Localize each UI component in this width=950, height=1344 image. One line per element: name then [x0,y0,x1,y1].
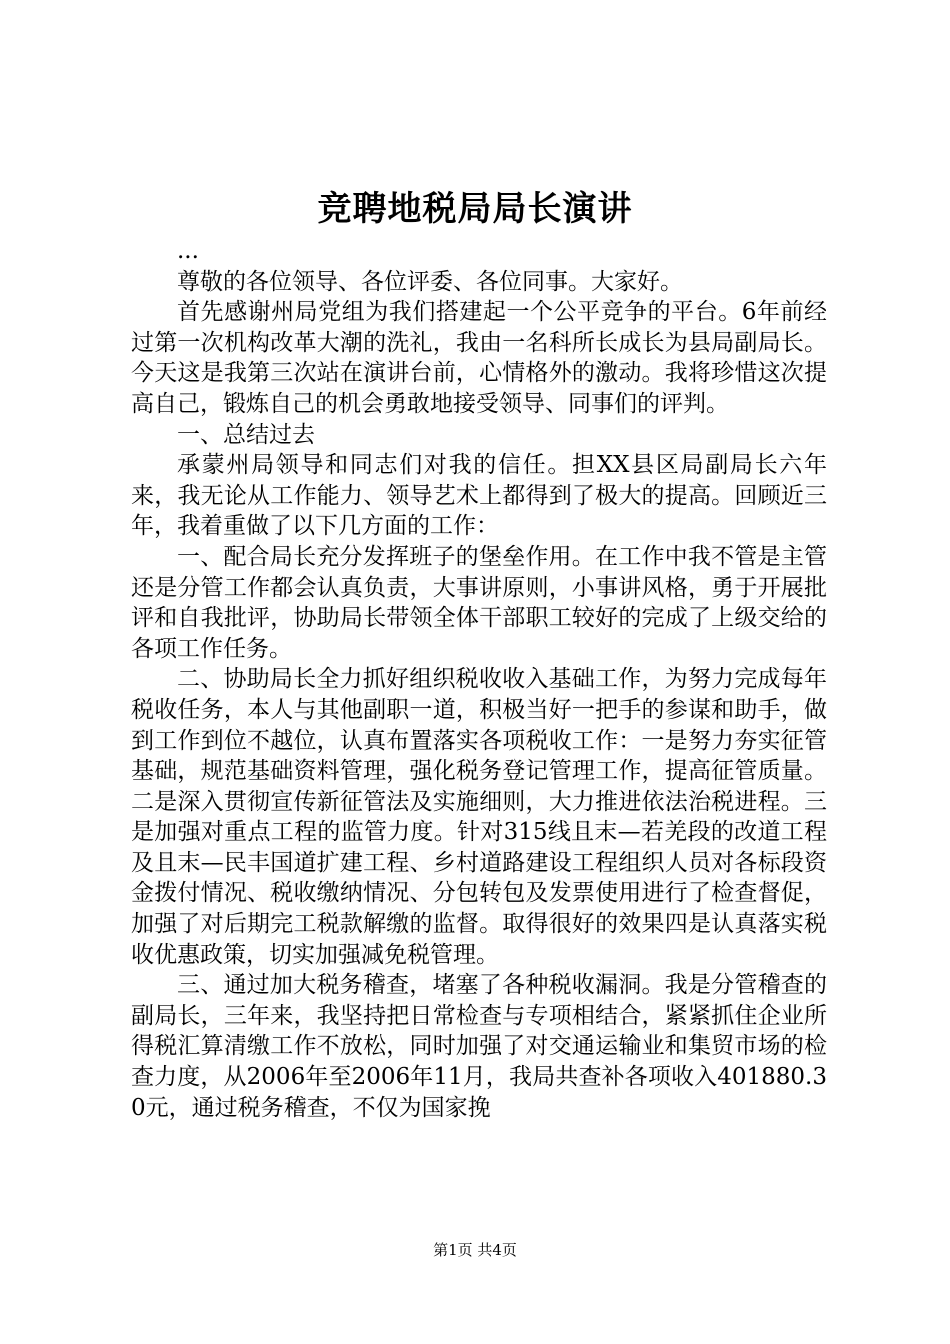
paragraph-item-1: 一、配合局长充分发挥班子的堡垒作用。在工作中我不管是主管还是分管工作都会认真负责，大事讲原则，小事讲风格，勇于开展批评和自我批评，协助局长带领全体干部职工较好的完成了上级交给的各项工作任务。 [131,543,827,662]
document-body [131,236,827,1123]
paragraph-ellipsis: ... [177,238,199,264]
paragraph-intro: 首先感谢州局党组为我们搭建起一个公平竞争的平台。6年前经过第一次机构改革大潮的洗礼，我由一名科所长成长为县局副局长。今天这是我第三次站在演讲台前，心情格外的激动。我将珍惜这次提高自己，锻炼自己的机会勇敢地接受领导、同事们的评判。 [131,299,827,417]
paragraph-greeting: 尊敬的各位领导、各位评委、各位同事。大家好。 [177,268,683,295]
document-title: 竞聘地税局局长演讲 [317,189,633,229]
paragraph-item-2: 二、协助局长全力抓好组织税收收入基础工作，为努力完成每年税收任务，本人与其他副职一道，积极当好一把手的参谋和助手，做到工作到位不越位，认真布置落实各项税收工作：一是努力夯实征管基础，规范基础资料管理，强化税务登记管理工作，提高征管质量。二是深入贯彻宣传新征管法及实施细则，大力推进依法治税进程。三是加强对重点工程的监管力度。针对315线且末—若羌段的改道工程及且末—民丰国道扩建工程、乡村道路建设工程组织人员对各标段资金拨付情况、税收缴纳情况、分包转包及发票使用进行了检查督促，加强了对后期完工税款解缴的监督。取得很好的效果四是认真落实税收优惠政策，切实加强减免税管理。 [131,666,827,968]
section-heading: 一、总结过去 [177,421,315,448]
paragraph-item-3: 三、通过加大税务稽查，堵塞了各种税收漏洞。我是分管稽查的副局长，三年来，我坚持把日常检查与专项相结合，紧紧抓住企业所得税汇算清缴工作不放松，同时加强了对交通运输业和集贸市场的检查力度，从2006年至2006年11月，我局共查补各项收入401880.30元，通过税务稽查，不仅为国家挽 [131,972,827,1121]
paragraph-review: 承蒙州局领导和同志们对我的信任。担XX县区局副局长六年来，我无论从工作能力、领导艺术上都得到了极大的提高。回顾近三年，我着重做了以下几方面的工作： [131,452,827,540]
page-footer: 第1页 共4页 [433,1241,517,1259]
